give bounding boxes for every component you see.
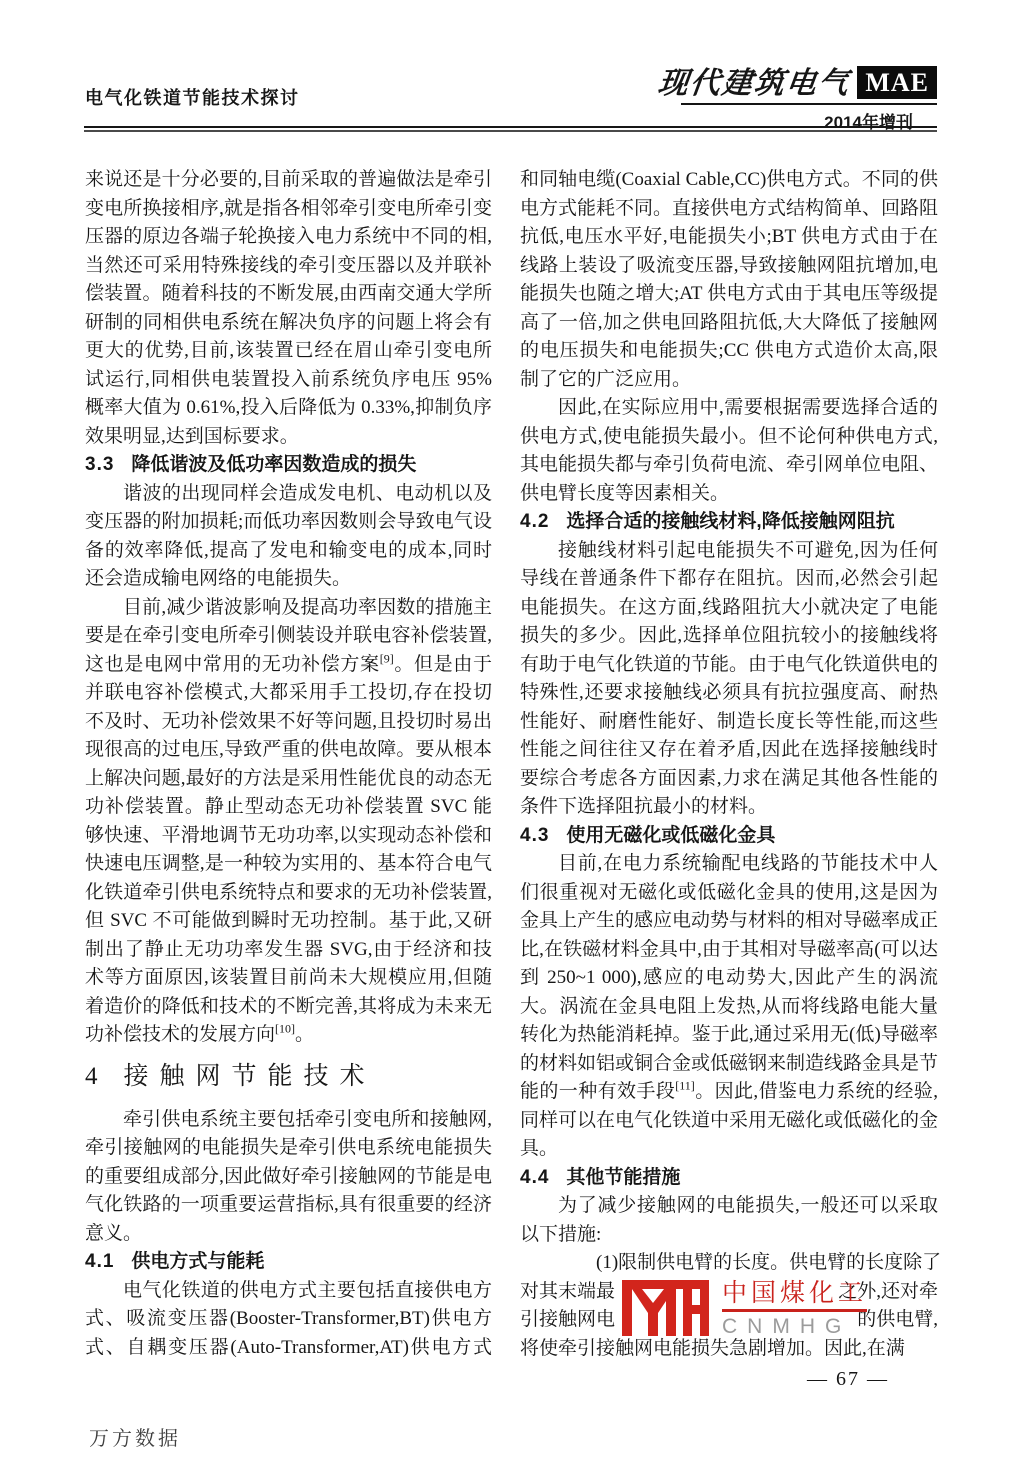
paragraph: 因此,在实际应用中,需要根据需要选择合适的供电方式,使电能损失最小。但不论何种供电方式,其电能损失都与牵引负荷电流、牵引网单位电阻、供电臂长度等因素相关。 bbox=[520, 397, 939, 504]
journal-underline bbox=[681, 103, 937, 105]
paragraph: 接触线材料引起电能损失不可避免,因为任何导线在普通条件下都存在阻抗。因而,必然会引起电能损失。在这方面,线路阻抗大小就决定了电能损失的多少。因此,选择单位阻抗较小的接触线将有助于电气化铁道的节能。由于电气化铁道供电的特殊性,还要求接触线必须具有抗拉强度高、耐热性能好、耐磨性能好、制造长度长等性能,而这些性能之间往往又存在着矛盾,因此在选择接触线时要综合考虑各方面因素,力求在满足其他各性能的条件下选择阻抗最小的材料。 bbox=[520, 539, 939, 817]
heading-4-3 bbox=[520, 822, 938, 851]
line-fragment: 引接触网电 bbox=[520, 1309, 616, 1330]
left-column bbox=[85, 166, 492, 1362]
paragraph: 电气化铁道的供电方式主要包括直接供电方式、吸流变压器(Booster-Transformer,BT)供电方式、自耦变压器(Auto-Transformer,AT)供电方式 bbox=[85, 1279, 492, 1358]
heading-text: 接触网节能技术 bbox=[123, 1062, 376, 1090]
heading-number: 4.3 bbox=[520, 824, 550, 846]
occluded-paragraph-line bbox=[520, 1249, 942, 1278]
right-column bbox=[520, 166, 942, 1363]
journal-masthead bbox=[658, 66, 937, 133]
heading-text: 选择合适的接触线材料,降低接触网阻抗 bbox=[566, 511, 895, 532]
page-number: — 67 — bbox=[807, 1368, 889, 1390]
line-fragment: 将使牵引接触网电能损失急剧增加。因此,在满 bbox=[520, 1337, 905, 1359]
heading-4-4 bbox=[520, 1164, 938, 1193]
heading-4-1 bbox=[85, 1248, 492, 1277]
line-fragment: 之外,还对牵 bbox=[838, 1280, 938, 1302]
journal-abbr-logo: MAE bbox=[857, 66, 937, 99]
heading-number: 4 bbox=[85, 1062, 98, 1090]
watermark-latin-text: CNMHG bbox=[722, 1315, 852, 1338]
paragraph: 和同轴电缆(Coaxial Cable,CC)供电方式。不同的供电方式能耗不同。直接供电方式结构简单、回路阻抗低,电压水平好,电能损失小;BT 供电方式由于在线路上装设了吸流变压器,导致接触网阻抗增加,电能损失也随之增大;AT 供电方式由于其电压等级提高了一倍,加之供电回路阻抗低,大大降低了接触网的电压损失和电能损失;CC 供电方式造价太高,限制了它的广泛应用。 bbox=[520, 169, 939, 390]
line-fragment: (1)限制供电臂的长度。供电臂的长度除了 bbox=[596, 1252, 942, 1273]
heading-3-3 bbox=[85, 451, 492, 480]
paragraph: 牵引供电系统主要包括牵引变电所和接触网,牵引接触网的电能损失是牵引供电系统电能损失的重要组成部分,因此做好牵引接触网的节能是电气化铁路的一项重要运营指标,具有很重要的经济意义。 bbox=[85, 1108, 492, 1244]
heading-text: 其他节能措施 bbox=[566, 1166, 681, 1188]
journal-issue: 2014年增刊 bbox=[824, 113, 913, 132]
line-fragment: 对其末端最 bbox=[520, 1280, 616, 1302]
heading-4-2 bbox=[520, 508, 938, 537]
heading-number: 3.3 bbox=[85, 454, 115, 475]
journal-name: 现代建筑电气 bbox=[656, 66, 853, 100]
heading-number: 4.1 bbox=[85, 1251, 115, 1272]
heading-text: 降低谐波及低功率因数造成的损失 bbox=[131, 454, 417, 475]
paragraph: 谐波的出现同样会造成发电机、电动机以及变压器的附加损耗;而低功率因数则会导致电气设备的效率降低,提高了发电和输变电的成本,同时还会造成输电网络的电能损失。 bbox=[85, 482, 492, 589]
paragraph: 目前,在电力系统输配电线路的节能技术中人们很重视对无磁化或低磁化金具的使用,这是因为金具上产生的感应电动势与材料的相对导磁率成正比,在铁磁材料金具中,由于其相对导磁率高(可以达到 250~1 000),感应的电动势大,因此产生的涡流大。涡流在金具电阻上发热,从而将线路电能大量转化为热能消耗掉。鉴于此,通过采用无(低)导磁率的材料如铝或铜合金或低磁钢来制造线路金具是节能的一种有效手段[11]。因此,借鉴电力系统的经验,同样可以在电气化铁道中采用无磁化或低磁化的金具。 bbox=[520, 853, 939, 1159]
watermark-text-block bbox=[722, 1280, 867, 1339]
heading-4 bbox=[85, 1062, 492, 1092]
wanfang-data-mark: 万方数据 bbox=[89, 1428, 181, 1450]
coal-chemical-watermark bbox=[622, 1280, 867, 1339]
running-head-title: 电气化铁道节能技术探讨 bbox=[85, 88, 300, 108]
paragraph: 目前,减少谐波影响及提高功率因数的措施主要是在牵引变电所牵引侧装设并联电容补偿装置,这也是电网中常用的无功补偿方案[9]。但是由于并联电容补偿模式,大都采用手工投切,存在投切不及时、无功补偿效果不好等问题,且投切时易出现很高的过电压,导致严重的供电故障。要从根本上解决问题,最好的方法是采用性能优良的动态无功补偿装置。静止型动态无功补偿装置 SVC 能够快速、平滑地调节无功功率,以实现动态补偿和快速电压调整,是一种较为实用的、基本符合电气化铁道牵引供电系统特点和要求的无功补偿装置,但 SVC 不可能做到瞬时无功控制。基于此,又研制出了静止无功功率发生器 SVG,由于经济和技术等方面原因,该装置目前尚未大规模应用,但随着造价的降低和技术的不断完善,其将成为未来无功补偿技术的发展方向[10]。 bbox=[85, 596, 492, 1045]
journal-title-row bbox=[658, 66, 937, 99]
heading-text: 使用无磁化或低磁化金具 bbox=[566, 824, 776, 846]
paragraph: 为了减少接触网的电能损失,一般还可以采取以下措施: bbox=[520, 1195, 938, 1245]
heading-number: 4.4 bbox=[520, 1166, 550, 1188]
coal-chemical-logo-icon bbox=[622, 1280, 709, 1339]
watermark-chinese-text: 中国煤化工 bbox=[722, 1280, 867, 1312]
heading-text: 供电方式与能耗 bbox=[131, 1251, 265, 1272]
header-rule bbox=[84, 126, 937, 132]
line-fragment: 的供电臂, bbox=[857, 1309, 938, 1330]
heading-number: 4.2 bbox=[520, 511, 550, 532]
paragraph: 来说还是十分必要的,目前采取的普遍做法是牵引变电所换接相序,就是指各相邻牵引变电所牵引变压器的原边各端子轮换接入电力系统中不同的相,当然还可采用特殊接线的牵引变压器以及并联补偿装置。随着科技的不断发展,由西南交通大学所研制的同相供电系统在解决负序的问题上将会有更大的优势,目前,该装置已经在眉山牵引变电所试运行,同相供电装置投入前系统负序电压 95% 概率大值为 0.61%,投入后降低为 0.33%,抑制负序效果明显,达到国标要求。 bbox=[85, 169, 492, 447]
